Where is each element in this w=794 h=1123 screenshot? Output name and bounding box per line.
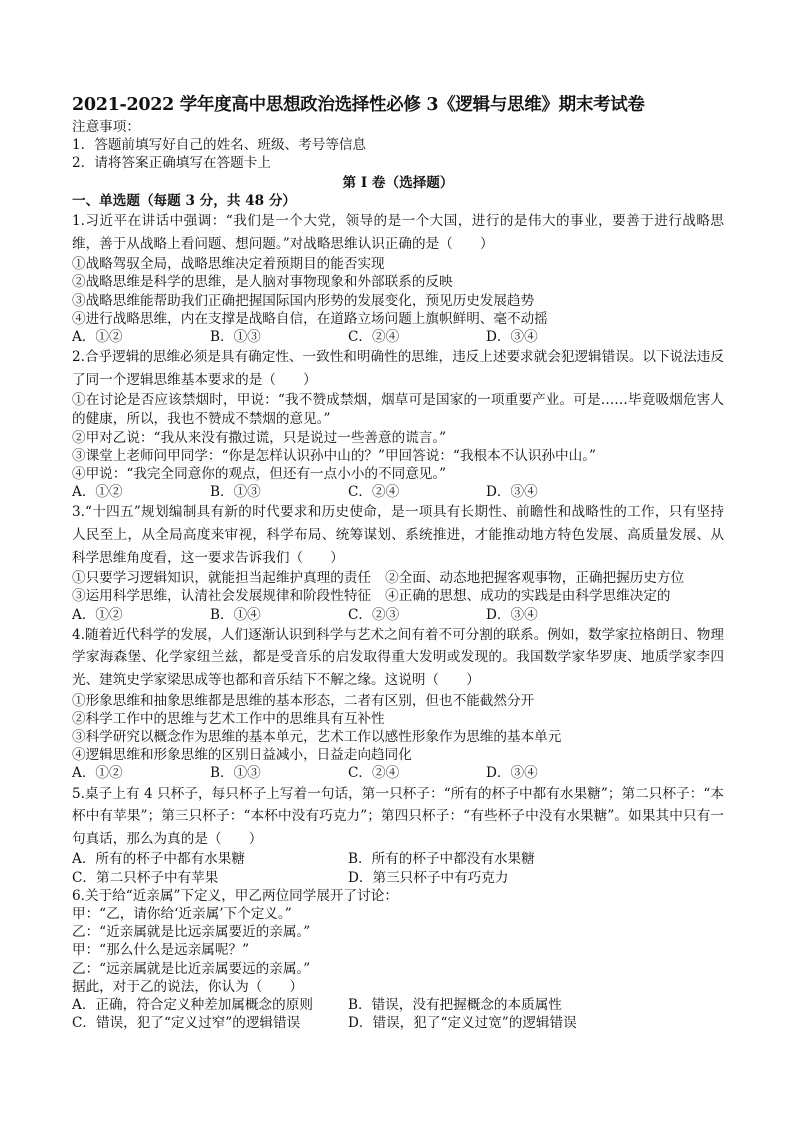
notice-item: 2．请将答案正确填写在答题卡上 bbox=[72, 155, 271, 172]
choice-c[interactable]: C．②③ bbox=[348, 606, 400, 623]
choice-b[interactable]: B．①④ bbox=[210, 606, 261, 623]
statement-item: ④逻辑思维和形象思维的区别日益减小，日益走向趋同化 bbox=[72, 747, 412, 764]
statement-row bbox=[72, 569, 724, 587]
choice-c[interactable]: C．②④ bbox=[348, 329, 400, 346]
choice-d[interactable]: D．第三只杯子中有巧克力 bbox=[348, 869, 509, 886]
choice-d[interactable]: D．③④ bbox=[486, 606, 538, 623]
dialogue-line: 乙：“远亲属就是比近亲属要远的亲属。” bbox=[72, 960, 311, 977]
choice-b[interactable]: B．所有的杯子中都没有水果糖 bbox=[348, 851, 535, 868]
statement-item: ④进行战略思维，内在支撑是战略自信，在道路立场问题上旗帜鲜明、毫不动摇 bbox=[72, 310, 548, 327]
section-title: 第 I 卷（选择题） bbox=[342, 174, 454, 191]
statement-item: ④甲说：“我完全同意你的观点，但还有一点小小的不同意见。” bbox=[72, 466, 447, 482]
question-stem: 4.随着近代科学的发展，人们逐渐认识到科学与艺术之间有着不可分割的联系。例如，数学家拉格朗日、物理学家海森堡、化学家纽兰兹，都是受音乐的启发取得重大发明或发现的。我国数学家华罗庚、地质学家李四光、建筑史学家梁思成等也都和音乐结下不解之缘。这说明（ ） bbox=[72, 626, 724, 688]
statement-item: ②科学工作中的思维与艺术工作中的思维具有互补性 bbox=[72, 710, 385, 727]
statement-item: ③课堂上老师问甲同学：“你是怎样认识孙中山的？”甲回答说：“我根本不认识孙中山。” bbox=[72, 447, 596, 464]
question-1 bbox=[72, 210, 724, 346]
dialogue-line: 甲：“乙，请你给‘近亲属’下个定义。” bbox=[72, 905, 292, 922]
statement-item: ②战略思维是科学的思维，是人脑对事物现象和外部联系的反映 bbox=[72, 274, 453, 291]
answer-choices bbox=[72, 869, 724, 887]
choice-a[interactable]: A．所有的杯子中都有水果糖 bbox=[72, 851, 245, 868]
question-3 bbox=[72, 501, 724, 623]
question-stem: 6.关于给“近亲属”下定义，甲乙两位同学展开了讨论： bbox=[72, 887, 398, 904]
question-stem: 3.“十四五”规划编制具有新的时代要求和历史使命，是一项具有长期性、前瞻性和战略性的工作，只有坚持人民至上，从全局高度来审视，科学布局、统筹谋划、系统推进，才能推动地方特色发展、高质量发展、从科学思维角度看，这一要求告诉我们（ ） bbox=[72, 504, 724, 566]
choice-d[interactable]: D．③④ bbox=[486, 484, 538, 501]
dialogue-line: 甲：“那么什么是远亲属呢？” bbox=[72, 942, 250, 959]
question-5 bbox=[72, 783, 724, 887]
statement-item: ①形象思维和抽象思维都是思维的基本形态，二者有区别，但也不能截然分开 bbox=[72, 692, 535, 709]
statement-item: ②甲对乙说：“我从来没有撒过谎，只是说过一些善意的谎言。” bbox=[72, 429, 447, 446]
choice-d[interactable]: D．③④ bbox=[486, 329, 538, 346]
question-2 bbox=[72, 346, 724, 501]
statement-item: ③运用科学思维，认清社会发展规律和阶段性特征 bbox=[72, 588, 372, 605]
choice-a[interactable]: A．①② bbox=[72, 329, 123, 346]
choice-b[interactable]: B．①③ bbox=[210, 765, 261, 782]
statement-item: ②全面、动态地把握客观事物，正确把握历史方位 bbox=[385, 570, 685, 587]
choice-a[interactable]: A．①② bbox=[72, 484, 123, 501]
question-6 bbox=[72, 887, 724, 1033]
exam-title: 2021-2022 学年度高中思想政治选择性必修 3《逻辑与思维》期末考试卷 bbox=[72, 95, 645, 115]
answer-choices bbox=[72, 606, 724, 624]
choice-c[interactable]: C．②④ bbox=[348, 765, 400, 782]
choice-b[interactable]: B．①③ bbox=[210, 329, 261, 346]
answer-choices bbox=[72, 996, 724, 1014]
statement-row bbox=[72, 587, 724, 605]
choice-b[interactable]: B．①③ bbox=[210, 484, 261, 501]
question-stem: 1.习近平在讲话中强调：“我们是一个大党，领导的是一个大国，进行的是伟大的事业，要善于进行战略思维，善于从战略上看问题、想问题。”对战略思维认识正确的是（ ） bbox=[72, 213, 724, 252]
statement-item: ①战略驾驭全局，战略思维决定着预期目的能否实现 bbox=[72, 256, 385, 273]
statement-item: ①只要学习逻辑知识，就能担当起维护真理的责任 bbox=[72, 570, 372, 587]
notice-item: 1．答题前填写好自己的姓名、班级、考号等信息 bbox=[72, 137, 367, 154]
choice-c[interactable]: C．②④ bbox=[348, 484, 400, 501]
answer-choices bbox=[72, 483, 724, 501]
answer-choices bbox=[72, 1014, 724, 1032]
question-4 bbox=[72, 624, 724, 783]
choice-d[interactable]: D．③④ bbox=[486, 765, 538, 782]
statement-item: ③科学研究以概念作为思维的基本单元，艺术工作以感性形象作为思维的基本单元 bbox=[72, 728, 562, 745]
choice-c[interactable]: C．错误，犯了“定义过窄”的逻辑错误 bbox=[72, 1015, 301, 1032]
question-stem: 2.合乎逻辑的思维必须是具有确定性、一致性和明确性的思维，违反上述要求就会犯逻辑错误。以下说法违反了同一个逻辑思维基本要求的是（ ） bbox=[72, 349, 724, 388]
answer-choices bbox=[72, 850, 724, 868]
question-stem: 5.桌子上有 4 只杯子，每只杯子上写着一句话，第一只杯子：“所有的杯子中都有水果糖”；第二只杯子：“本杯中有苹果”；第三只杯子：“本杯中没有巧克力”；第四只杯子：“有些杯子中没有水果糖”。如果其中只有一句真话，那么为真的是（ ） bbox=[72, 785, 724, 847]
statement-item: ①在讨论是否应该禁烟时，甲说：“我不赞成禁烟，烟草可是国家的一项重要产业。可是……毕竟吸烟危害人的健康，所以，我也不赞成不禁烟的意见。” bbox=[72, 392, 724, 427]
choice-a[interactable]: A．①② bbox=[72, 606, 123, 623]
notice-heading: 注意事项： bbox=[72, 119, 140, 135]
statement-item: ④正确的思想、成功的实践是由科学思维决定的 bbox=[385, 588, 671, 605]
part-title: 一、单选题（每题 3 分，共 48 分） bbox=[72, 192, 297, 209]
choice-a[interactable]: A．正确，符合定义种差加属概念的原则 bbox=[72, 997, 313, 1013]
choice-a[interactable]: A．①② bbox=[72, 765, 123, 782]
answer-choices bbox=[72, 764, 724, 782]
answer-choices bbox=[72, 328, 724, 346]
choice-d[interactable]: D．错误，犯了“定义过宽”的逻辑错误 bbox=[348, 1015, 577, 1032]
choice-b[interactable]: B．错误，没有把握概念的本质属性 bbox=[348, 997, 562, 1013]
question-prompt: 据此，对于乙的说法，你认为（ ） bbox=[72, 978, 304, 995]
choice-c[interactable]: C．第二只杯子中有苹果 bbox=[72, 869, 219, 886]
statement-item: ③战略思维能帮助我们正确把握国际国内形势的发展变化，预见历史发展趋势 bbox=[72, 292, 535, 309]
dialogue-line: 乙：“近亲属就是比远亲属要近的亲属。” bbox=[72, 924, 311, 941]
